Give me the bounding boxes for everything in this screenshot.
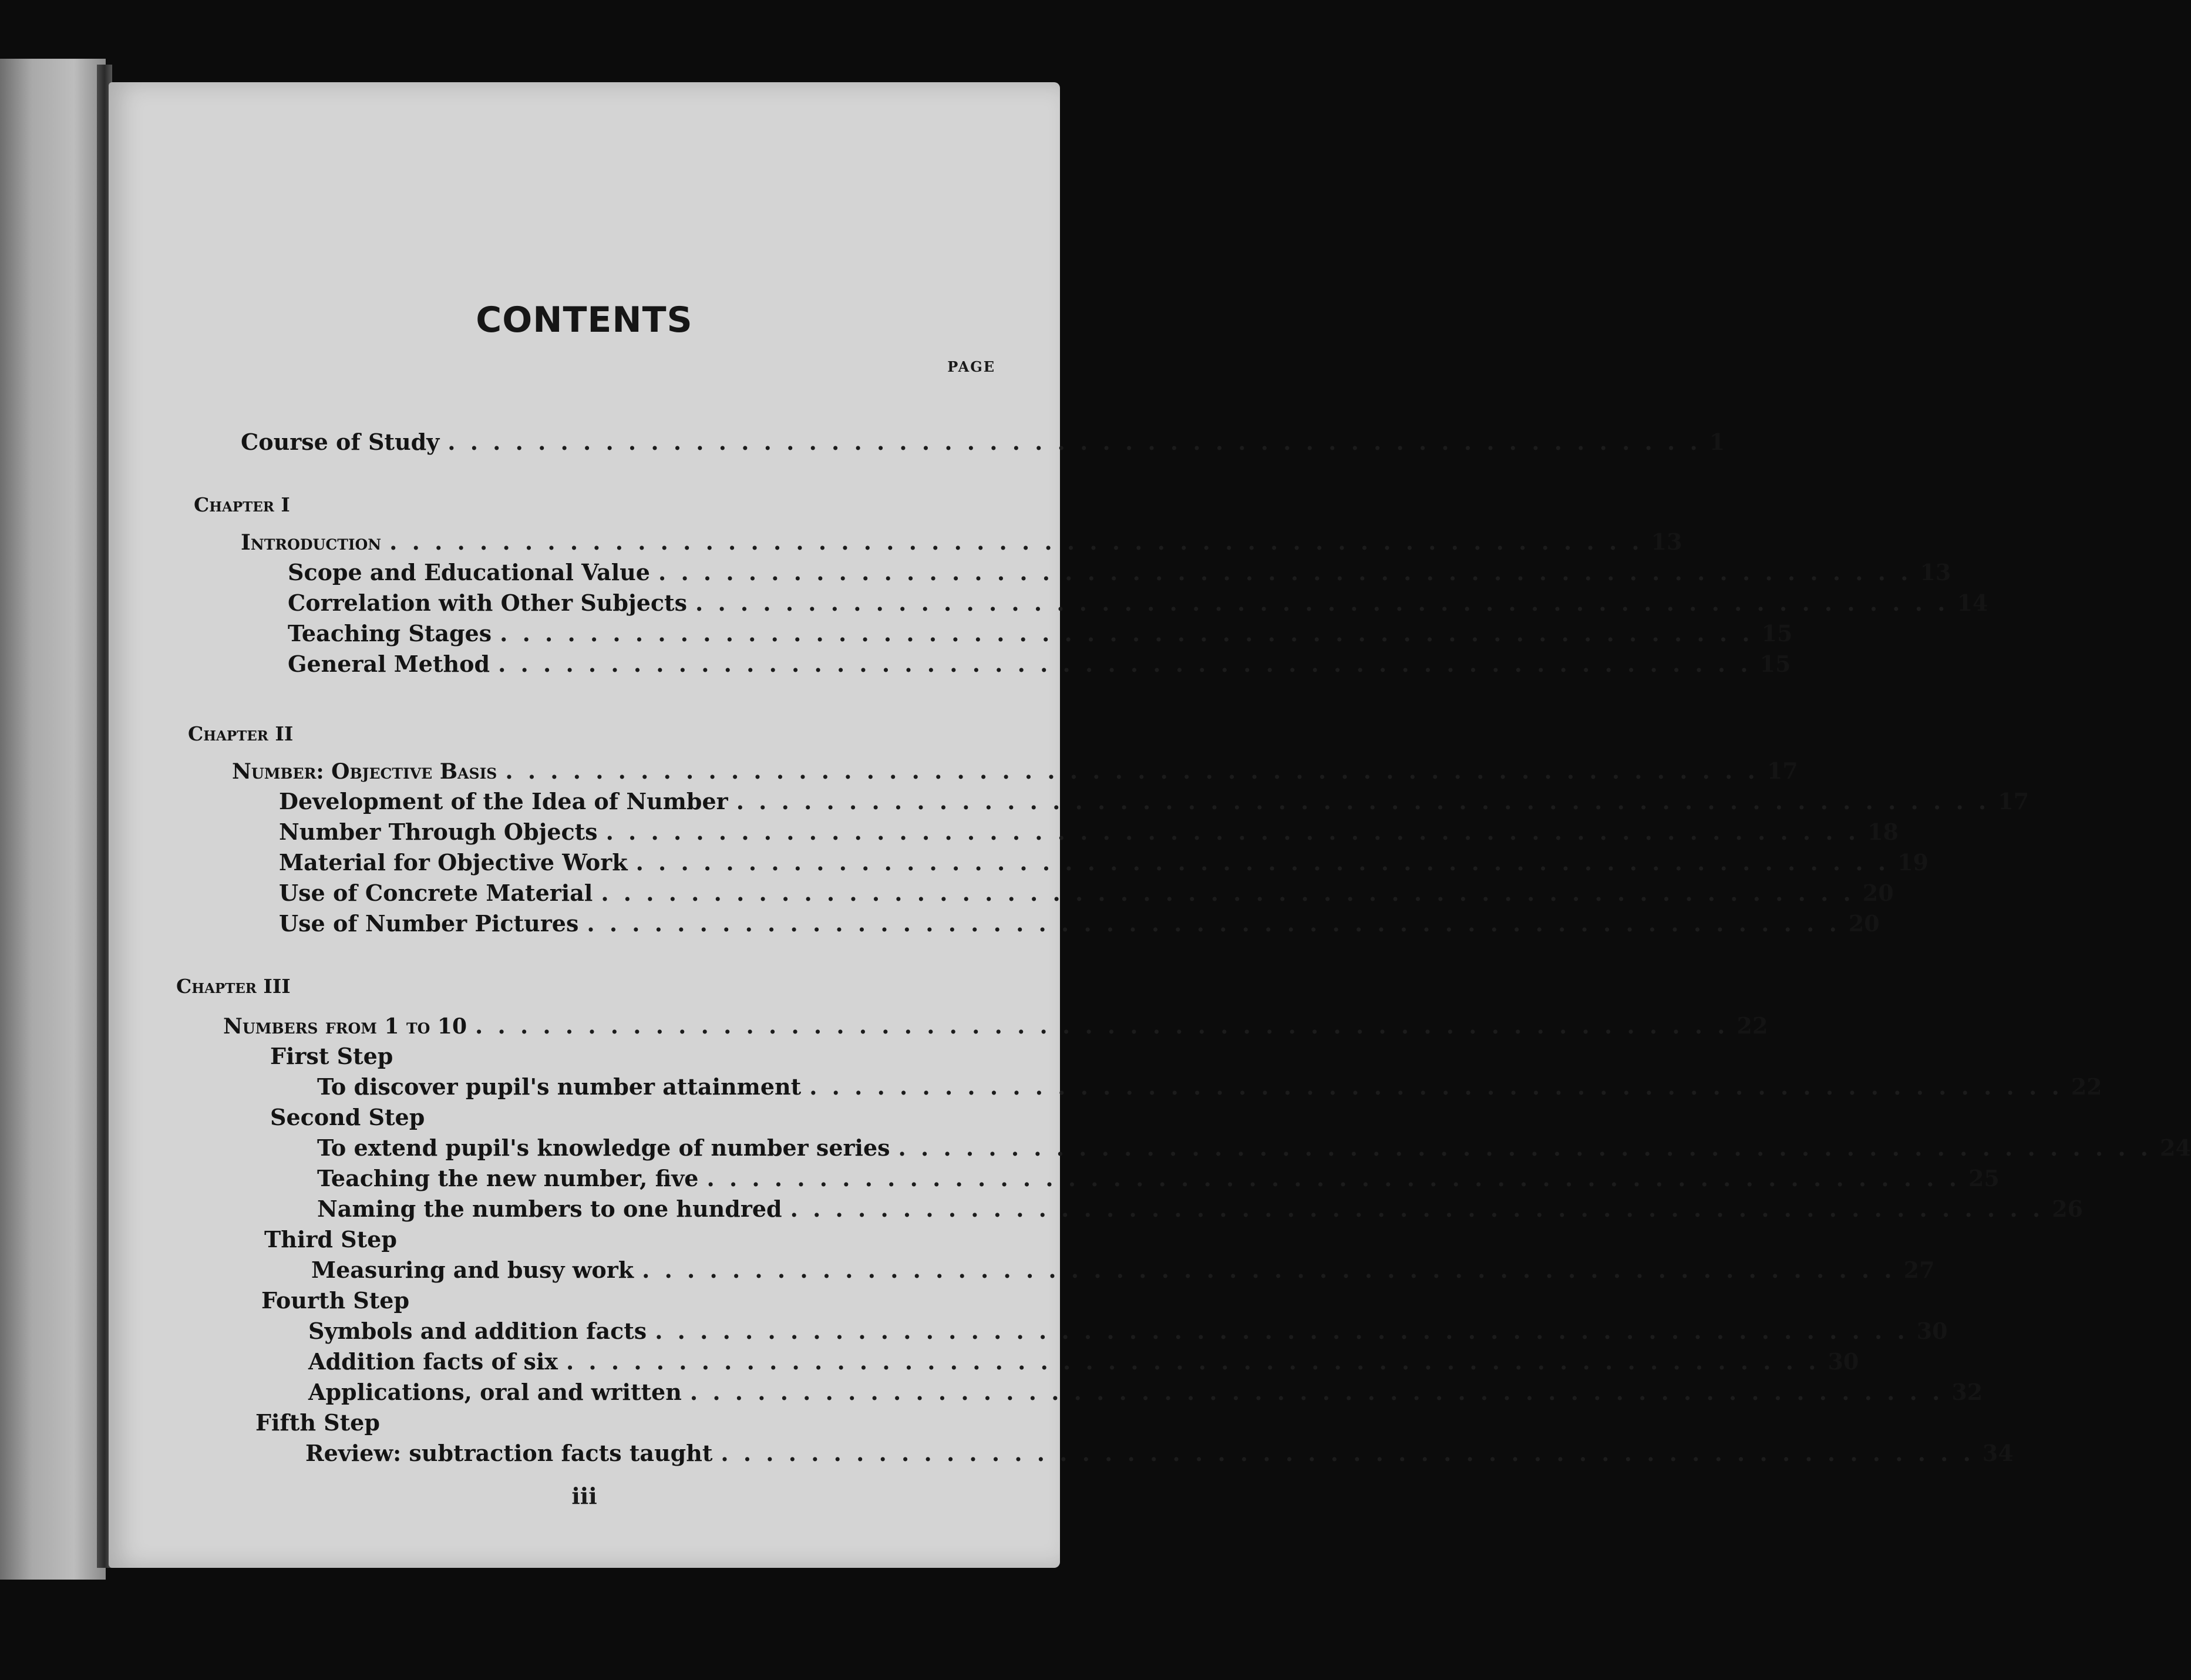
step-heading-label: Second Step xyxy=(270,1104,425,1130)
toc-entry-page: 22 xyxy=(2071,1073,2102,1100)
leader-dots: . . . . . . . . . . . . . . . . . . . . . . . . . . . . . . . . . . . . . . . . . . . . . . . . . . . . . . . . xyxy=(898,1134,2152,1161)
toc-entry-page: 24 xyxy=(2160,1134,2191,1161)
toc-entry-title: Teaching Stages xyxy=(288,620,492,647)
toc-entry-course-of-study xyxy=(241,429,1725,459)
toc-entry-title: Development of the Idea of Number xyxy=(279,788,728,814)
toc-entry-title: To discover pupil's number attainment xyxy=(317,1073,802,1100)
toc-entry xyxy=(279,880,1894,910)
toc-entry xyxy=(317,1196,2083,1226)
step-heading xyxy=(264,1226,981,1257)
toc-entry-page: 15 xyxy=(1759,651,1791,677)
contents-page xyxy=(109,82,2191,1568)
toc-entry-title: Naming the numbers to one hundred xyxy=(317,1196,782,1222)
leader-dots: . . . . . . . . . . . . . . . . . . . . . . . . . . . . . . . . . . . . . . . . . . . . . . . . . . . . . . . . xyxy=(389,528,1643,555)
toc-entry-title: Material for Objective Work xyxy=(279,849,628,876)
toc-entry-title: Applications, oral and written xyxy=(308,1379,682,1405)
step-heading-label: First Step xyxy=(270,1043,393,1069)
toc-entry-title: Symbols and addition facts xyxy=(308,1318,647,1344)
toc-entry xyxy=(317,1165,2000,1196)
leader-dots: . . . . . . . . . . . . . . . . . . . . . . . . . . . . . . . . . . . . . . . . . . . . . . . . . . . . . . . . xyxy=(706,1165,1960,1191)
toc-entry-page: 32 xyxy=(1951,1379,1983,1405)
toc-entry xyxy=(288,590,1988,620)
toc-entry-title: Scope and Educational Value xyxy=(288,559,650,585)
step-heading-label: Third Step xyxy=(264,1226,397,1253)
toc-entry-page: 20 xyxy=(1848,910,1880,937)
toc-entry-title: Numbers from 1 to 10 xyxy=(223,1014,467,1039)
toc-entry-title: Measuring and busy work xyxy=(311,1257,634,1283)
toc-entry xyxy=(317,1073,2102,1104)
toc-entry-title: Review: subtraction facts taught xyxy=(305,1440,713,1466)
toc-entry-page: 17 xyxy=(1998,788,2030,814)
step-heading-label: Fourth Step xyxy=(261,1287,410,1314)
toc-entry-title: Teaching the new number, five xyxy=(317,1165,699,1191)
toc-entry xyxy=(308,1348,1859,1379)
page-title: CONTENTS xyxy=(476,299,693,341)
toc-entry-title: Course of Study xyxy=(241,429,440,455)
step-heading xyxy=(255,1409,981,1440)
toc-entry-title: General Method xyxy=(288,651,490,677)
toc-entry xyxy=(288,651,1791,681)
chapter-2-label: Chapter II xyxy=(188,722,294,745)
chapter-1-label: Chapter I xyxy=(194,493,290,516)
leader-dots: . . . . . . . . . . . . . . . . . . . . . . . . . . . . . . . . . . . . . . . . . . . . . . . . . . . . . . . . xyxy=(658,559,1912,585)
toc-entry-page: 18 xyxy=(1867,819,1899,845)
leader-dots: . . . . . . . . . . . . . . . . . . . . . . . . . . . . . . . . . . . . . . . . . . . . . . . . . . . . . . . . xyxy=(736,788,1990,814)
toc-entry-numbers-from-1-to-10 xyxy=(223,1012,1768,1043)
toc-entry xyxy=(311,1257,1935,1287)
toc-entry-page: 30 xyxy=(1916,1318,1948,1344)
leader-dots: . . . . . . . . . . . . . . . . . . . . . . . . . . . . . . . . . . . . . . . . . . . . . . . . . . . . . . . . xyxy=(809,1073,2063,1100)
leader-dots: . . . . . . . . . . . . . . . . . . . . . . . . . . . . . . . . . . . . . . . . . . . . . . . . . . . . . . . . xyxy=(721,1440,1974,1466)
toc-entry xyxy=(288,559,1951,590)
toc-entry-title: Number Through Objects xyxy=(279,819,598,845)
toc-entry-page: 17 xyxy=(1766,757,1798,784)
leader-dots: . . . . . . . . . . . . . . . . . . . . . . . . . . . . . . . . . . . . . . . . . . . . . . . . . . . . . . . . xyxy=(695,590,1949,616)
leader-dots: . . . . . . . . . . . . . . . . . . . . . . . . . . . . . . . . . . . . . . . . . . . . . . . . . . . . . . . . xyxy=(790,1196,2044,1222)
toc-entry xyxy=(279,788,2030,819)
toc-entry-page: 20 xyxy=(1862,880,1894,906)
leader-dots: . . . . . . . . . . . . . . . . . . . . . . . . . . . . . . . . . . . . . . . . . . . . . . . . . . . . . . . . xyxy=(605,819,1860,845)
toc-entry-page: 14 xyxy=(1957,590,1988,616)
toc-entry-page: 19 xyxy=(1897,849,1929,876)
toc-entry-page: 13 xyxy=(1651,528,1682,555)
toc-entry-page: 13 xyxy=(1920,559,1951,585)
chapter-3-label: Chapter III xyxy=(176,975,291,998)
toc-entry-number-objective-basis xyxy=(232,757,1798,788)
toc-entry-title: Use of Number Pictures xyxy=(279,910,579,937)
leader-dots: . . . . . . . . . . . . . . . . . . . . . . . . . . . . . . . . . . . . . . . . . . . . . . . . . . . . . . . . xyxy=(635,849,1890,876)
toc-entry-page: 22 xyxy=(1736,1012,1768,1039)
toc-entry-introduction xyxy=(241,528,1682,559)
leader-dots: . . . . . . . . . . . . . . . . . . . . . . . . . . . . . . . . . . . . . . . . . . . . . . . . . . . . . . . . xyxy=(498,651,1752,677)
leader-dots: . . . . . . . . . . . . . . . . . . . . . . . . . . . . . . . . . . . . . . . . . . . . . . . . . . . . . . . . xyxy=(655,1318,1909,1344)
toc-entry xyxy=(308,1379,1983,1409)
toc-entry-title: Number: Objective Basis xyxy=(232,759,497,784)
toc-entry-page: 15 xyxy=(1761,620,1793,647)
toc-entry-title: Correlation with Other Subjects xyxy=(288,590,687,616)
toc-entry-title: Use of Concrete Material xyxy=(279,880,593,906)
toc-entry xyxy=(288,620,1793,651)
toc-entry xyxy=(279,910,1880,941)
toc-entry-page: 27 xyxy=(1903,1257,1935,1283)
toc-entry xyxy=(308,1318,1948,1348)
toc-entry-title: To extend pupil's knowledge of number series xyxy=(317,1134,890,1161)
toc-entry-page: 26 xyxy=(2052,1196,2083,1222)
toc-entry xyxy=(317,1134,2191,1165)
leader-dots: . . . . . . . . . . . . . . . . . . . . . . . . . . . . . . . . . . . . . . . . . . . . . . . . . . . . . . . . xyxy=(642,1257,1896,1283)
toc-entry-page: 25 xyxy=(1968,1165,2000,1191)
leader-dots: . . . . . . . . . . . . . . . . . . . . . . . . . . . . . . . . . . . . . . . . . . . . . . . . . . . . . . . . xyxy=(447,429,1701,455)
leader-dots: . . . . . . . . . . . . . . . . . . . . . . . . . . . . . . . . . . . . . . . . . . . . . . . . . . . . . . . . xyxy=(566,1348,1820,1375)
toc-entry-page: 1 xyxy=(1709,429,1725,455)
step-heading xyxy=(261,1287,981,1318)
toc-entry xyxy=(305,1440,2014,1470)
page-column-label: PAGE xyxy=(947,358,995,375)
leader-dots: . . . . . . . . . . . . . . . . . . . . . . . . . . . . . . . . . . . . . . . . . . . . . . . . . . . . . . . . xyxy=(587,910,1840,937)
step-heading xyxy=(270,1104,981,1134)
toc-entry-page: 34 xyxy=(1982,1440,2014,1466)
leader-dots: . . . . . . . . . . . . . . . . . . . . . . . . . . . . . . . . . . . . . . . . . . . . . . . . . . . . . . . . xyxy=(601,880,1855,906)
toc-entry xyxy=(279,849,1929,880)
step-heading-label: Fifth Step xyxy=(255,1409,380,1436)
toc-entry-page: 30 xyxy=(1827,1348,1859,1375)
leader-dots: . . . . . . . . . . . . . . . . . . . . . . . . . . . . . . . . . . . . . . . . . . . . . . . . . . . . . . . . xyxy=(505,757,1759,784)
facing-page-edge xyxy=(0,59,106,1580)
toc-entry-title: Addition facts of six xyxy=(308,1348,558,1375)
leader-dots: . . . . . . . . . . . . . . . . . . . . . . . . . . . . . . . . . . . . . . . . . . . . . . . . . . . . . . . . xyxy=(500,620,1754,647)
toc-entry xyxy=(279,819,1899,849)
leader-dots: . . . . . . . . . . . . . . . . . . . . . . . . . . . . . . . . . . . . . . . . . . . . . . . . . . . . . . . . xyxy=(689,1379,1944,1405)
leader-dots: . . . . . . . . . . . . . . . . . . . . . . . . . . . . . . . . . . . . . . . . . . . . . . . . . . . . . . . . xyxy=(475,1012,1729,1039)
step-heading xyxy=(270,1043,981,1073)
toc-entry-title: Introduction xyxy=(241,530,382,555)
page-folio: iii xyxy=(571,1483,597,1509)
